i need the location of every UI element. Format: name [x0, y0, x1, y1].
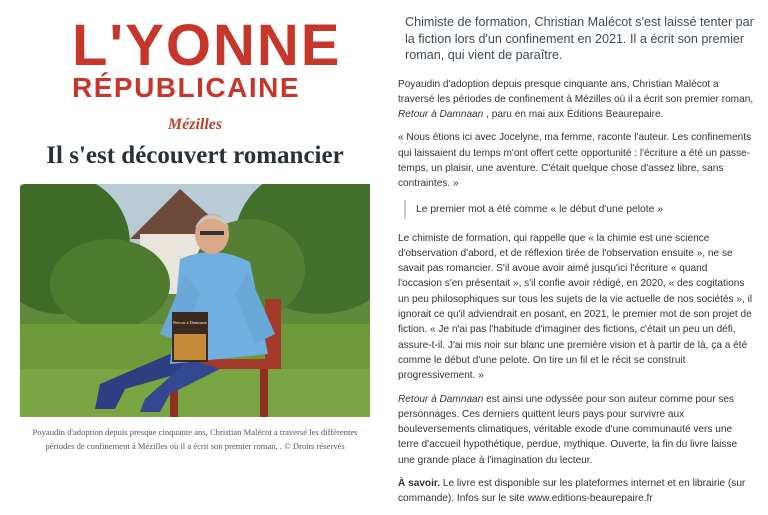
book-title: Retour à Damnaan	[398, 109, 484, 121]
article-headline: Il s'est découvert romancier	[46, 142, 344, 169]
paragraph-4-text: est ainsi une odyssée pour son auteur comme pour ses personnages. Ces derniers quittent leurs pays pour survivre aux bouleversements climatiques, véritable exode d'une communauté vers une terre d'accueil hypothétique, perdue, mythique. Ouverte, la fin du livre laisse une grande place à l'imagination du lecteur.	[398, 393, 738, 466]
paragraph-4	[398, 392, 754, 468]
info-text: Le livre est disponible sur les plateformes internet et en librairie (sur commande). Infos sur le site www.editions-beaurepaire.fr	[398, 478, 746, 505]
brand-logo-line2: RÉPUBLICAINE	[72, 72, 301, 103]
author-photo-illustration	[20, 184, 370, 417]
paragraph-3: Le chimiste de formation, qui rappelle que « la chimie est une science d'observation d'abord, et de réflexion tirée de l'observation ensuite », ne se savait pas romancier. S'il avoue avoir aimé jusqu'ici l'écriture « quand l'occasion s'en présentait », s'il confie avoir rédigé, en 2020, « des cogitations un peu philosophiques sur tous les sujets de la vie actuelle de nos sociétés », il ignorait ce qu'il adviendrait en posant, en 2021, le premier mot de son projet de fiction. « Je n'ai pas l'habitude d'imaginer des fictions, c'était un peu un défi, assure-t-il. J'ai mis noir sur blanc une première vision et à partir de là, ça a été comme le début d'une pelote. On tire un fil et le récit se construit progressivement. »	[398, 232, 753, 382]
article-body	[398, 14, 754, 515]
book-title: Retour à Damnaan	[398, 393, 484, 405]
pull-quote: Le premier mot a été comme « le début d'une pelote »	[404, 200, 754, 219]
article-lede: Chimiste de formation, Christian Malécot s'est laissé tenter par la fiction lors d'un confinement en 2021. Il a écrit son premier roman, qui vient de paraître.	[405, 15, 754, 62]
paragraph-5	[398, 476, 754, 507]
photo-caption: Poyaudin d'adoption depuis presque cinquante ans, Christian Malécot a traversé les différentes périodes de confinement à Mézilles où il a écrit son premier roman, . © Droits réservés	[32, 427, 358, 451]
paragraph-1	[398, 77, 754, 123]
article-rubric: Mézilles	[167, 116, 223, 133]
brand-logo-line1: L'YONNE	[72, 13, 342, 78]
paragraph-1-text: Poyaudin d'adoption depuis presque cinquante ans, Christian Malécot a traversé les périodes de confinement à Mézilles où il a écrit son premier roman,	[398, 78, 754, 105]
left-column	[0, 0, 390, 459]
paragraph-2: « Nous étions ici avec Jocelyne, ma femme, raconte l'auteur. Les confinements qui laissaient du temps m'ont offert cette opportunité : l'écriture a été un passe-temps, un plaisir, une aventure. C'était quelque chose d'assez libre, sans contraintes. »	[398, 132, 752, 190]
info-label: À savoir.	[398, 478, 441, 490]
book-cover-title: Retour à Damnaan	[173, 320, 207, 325]
article-photo	[20, 184, 370, 417]
paragraph-1-text-end: , paru en mai aux Éditions Beaurepaire.	[483, 109, 664, 121]
